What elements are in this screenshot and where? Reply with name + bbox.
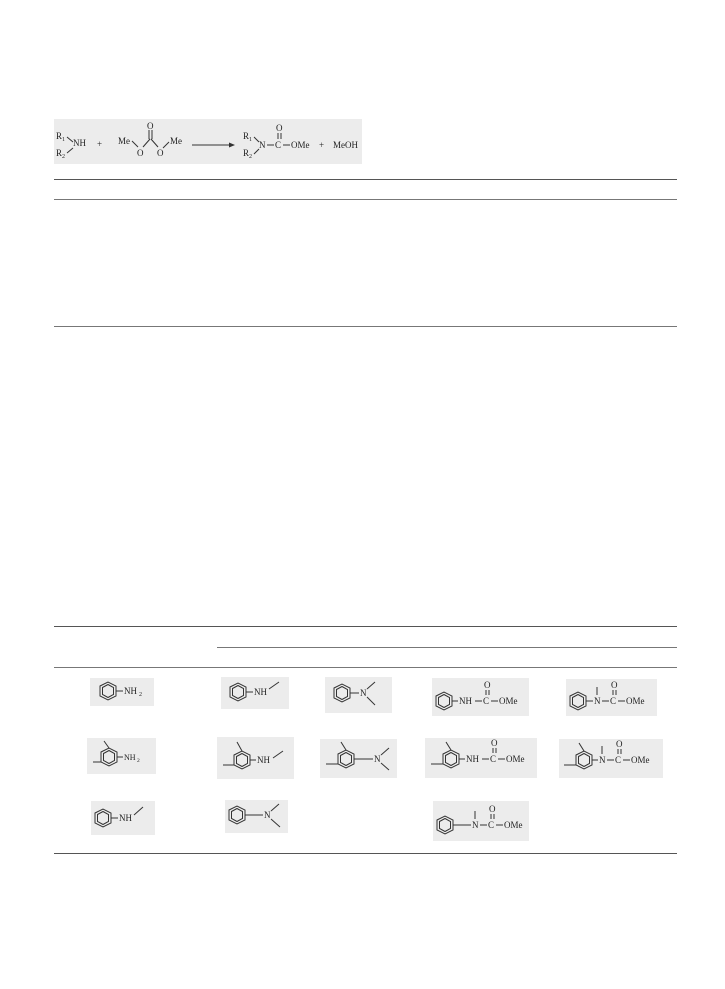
svg-text:C: C — [615, 755, 622, 765]
svg-text:N: N — [599, 755, 606, 765]
structure-n-methylaniline — [221, 677, 289, 709]
structure-n-methylaniline — [91, 801, 155, 835]
svg-text:OMe: OMe — [504, 820, 523, 830]
structure-methyl-n-methyl-3-4-dimethylphenylcarbamate — [559, 739, 663, 778]
svg-text:OMe: OMe — [499, 696, 518, 706]
svg-text:R: R — [243, 131, 250, 141]
product-carbamate — [243, 123, 310, 160]
nh-label: NH — [73, 138, 86, 148]
svg-text:C: C — [275, 140, 282, 150]
svg-text:R: R — [243, 148, 250, 158]
svg-text:O: O — [491, 738, 498, 748]
svg-text:1: 1 — [249, 137, 252, 143]
svg-text:NH: NH — [459, 696, 472, 706]
svg-text:NH: NH — [124, 753, 136, 762]
table1-top-rule — [54, 179, 677, 180]
reactant-amine — [56, 131, 86, 160]
plus-sign: + — [97, 139, 103, 149]
svg-text:2: 2 — [62, 154, 65, 160]
svg-text:C: C — [483, 696, 490, 706]
table2-top-rule — [54, 626, 677, 627]
table2-header-rule — [54, 667, 677, 668]
svg-text:O: O — [147, 121, 154, 131]
structure-3-4-dimethylaniline — [87, 738, 156, 774]
svg-text:O: O — [489, 804, 496, 814]
svg-text:O: O — [611, 680, 618, 690]
svg-text:O: O — [616, 739, 623, 749]
structure-n-n-3-4-tetramethylaniline — [320, 739, 397, 778]
structure-methyl-n-methyl-n-phenylcarbamate — [433, 801, 529, 841]
svg-text:O: O — [137, 148, 144, 158]
svg-text:C: C — [490, 754, 497, 764]
svg-text:O: O — [484, 680, 491, 690]
table2-bottom-rule — [54, 853, 677, 854]
svg-text:N: N — [259, 140, 266, 150]
svg-text:2: 2 — [137, 758, 140, 764]
svg-text:O: O — [276, 123, 283, 133]
table1-bottom-rule — [54, 326, 677, 327]
svg-text:Me: Me — [170, 136, 182, 146]
dimethyl-carbonate — [118, 121, 182, 158]
r2-label: R — [56, 148, 63, 158]
svg-text:N: N — [360, 688, 367, 698]
svg-text:NH: NH — [466, 754, 479, 764]
svg-text:NH: NH — [124, 686, 137, 696]
svg-text:OMe: OMe — [631, 755, 650, 765]
svg-text:OMe: OMe — [291, 140, 310, 150]
svg-text:O: O — [157, 148, 164, 158]
structure-n-3-4-trimethylaniline — [217, 737, 294, 779]
reaction-arrow — [192, 143, 235, 148]
plus-sign: + — [319, 140, 325, 150]
structure-methyl-3-4-dimethylphenylcarbamate — [425, 738, 537, 778]
svg-text:1: 1 — [62, 137, 65, 143]
structure-methyl-phenylcarbamate — [432, 678, 529, 716]
table2-spanner-rule — [217, 647, 677, 648]
svg-text:2: 2 — [139, 692, 142, 698]
svg-text:2: 2 — [249, 154, 252, 160]
svg-text:N: N — [374, 754, 381, 764]
svg-text:OMe: OMe — [506, 754, 525, 764]
svg-text:N: N — [472, 820, 479, 830]
svg-text:C: C — [610, 696, 617, 706]
r1-label: R — [56, 131, 63, 141]
svg-text:Me: Me — [118, 136, 130, 146]
svg-text:NH: NH — [254, 687, 267, 697]
structure-n-dimethylaniline — [325, 677, 392, 713]
structure-aniline — [90, 678, 154, 706]
structure-methyl-n-methyl-n-phenylcarbamate — [566, 679, 657, 716]
methanol-label: MeOH — [333, 140, 358, 150]
svg-text:OMe: OMe — [626, 696, 645, 706]
svg-text:N: N — [594, 696, 601, 706]
svg-text:N: N — [264, 810, 271, 820]
svg-text:NH: NH — [119, 813, 132, 823]
reaction-scheme — [54, 119, 362, 164]
svg-text:NH: NH — [257, 755, 270, 765]
structure-n-dimethylaniline — [225, 800, 288, 833]
table1-header-rule — [54, 199, 677, 200]
svg-text:C: C — [488, 820, 495, 830]
